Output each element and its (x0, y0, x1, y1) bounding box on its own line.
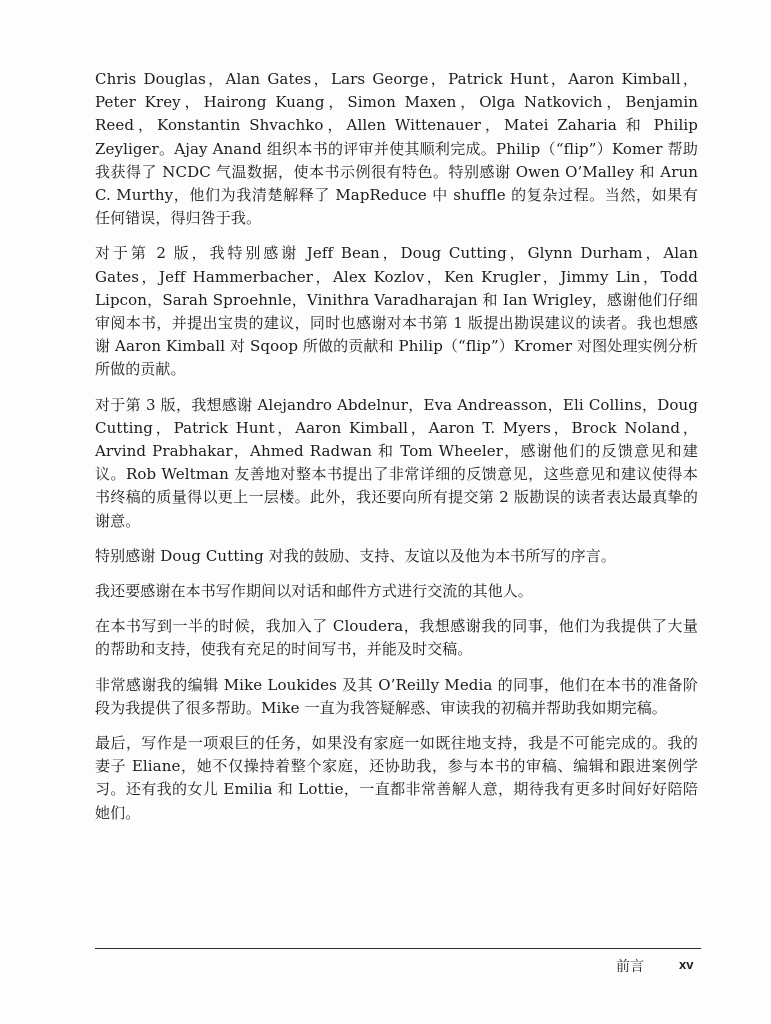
paragraph-acknowledgments-second-edition: 对于第 2 版，我特别感谢 Jeff Bean，Doug Cutting，Glynn Durham，Alan Gates，Jeff Hammerbacher，Alex Kozlov，Ken Krugler，Jimmy Lin，Todd Lipcon，Sarah Sproehnle，Vinithra Varadharajan 和 Ian Wrigley，感谢他们仔细审阅本书，并提出宝贵的建议，同时也感谢对本书第 1 版提出勘误建议的读者。我也想感谢 Aaron Kimball 对 Sqoop 所做的贡献和 Philip（“flip”）Kromer 对图处理实例分析所做的贡献。 (95, 244, 698, 379)
paragraph-thanks-family: 最后，写作是一项艰巨的任务，如果没有家庭一如既往地支持，我是不可能完成的。我的妻子 Eliane，她不仅操持着整个家庭，还协助我，参与本书的审稿、编辑和跟进案例学习。还有我的女儿 Emilia 和 Lottie，一直都非常善解人意，期待我有更多时间好好陪陪她们。 (95, 734, 698, 822)
paragraph-acknowledgments-first-edition: Chris Douglas，Alan Gates，Lars George，Patrick Hunt，Aaron Kimball，Peter Krey，Hairong Kuang，Simon Maxen，Olga Natkovich，Benjamin Reed，Konstantin Shvachko，Allen Wittenauer，Matei Zaharia 和 Philip Zeyliger。Ajay Anand 组织本书的评审并使其顺利完成。Philip（“flip”）Komer 帮助我获得了 NCDC 气温数据，使本书示例很有特色。特别感谢 Owen O’Malley 和 Arun C. Murthy，他们为我清楚解释了 MapReduce 中 shuffle 的复杂过程。当然，如果有任何错误，得归咎于我。 (95, 70, 698, 228)
footer-section-title: 前言 (616, 959, 644, 975)
footer-page-number: xv (679, 957, 694, 972)
paragraph-thanks-cloudera: 在本书写到一半的时候，我加入了 Cloudera，我想感谢我的同事，他们为我提供了大量的帮助和支持，使我有充足的时间写书，并能及时交稿。 (95, 617, 698, 659)
paragraph-thanks-doug-cutting: 特别感谢 Doug Cutting 对我的鼓励、支持、友谊以及他为本书所写的序言。 (95, 546, 616, 565)
footer-divider (95, 948, 701, 949)
page-body (95, 68, 698, 837)
paragraph-acknowledgments-third-edition: 对于第 3 版，我想感谢 Alejandro Abdelnur，Eva Andreasson，Eli Collins，Doug Cutting，Patrick Hunt，Aaron Kimball，Aaron T. Myers，Brock Noland，Arvind Prabhakar，Ahmed Radwan 和 Tom Wheeler，感谢他们的反馈意见和建议。Rob Weltman 友善地对整本书提出了非常详细的反馈意见，这些意见和建议使得本书终稿的质量得以更上一层楼。此外，我还要向所有提交第 2 版勘误的读者表达最真挚的谢意。 (95, 395, 698, 530)
paragraph-thanks-others: 我还要感谢在本书写作期间以对话和邮件方式进行交流的其他人。 (95, 582, 533, 601)
paragraph-thanks-editor: 非常感谢我的编辑 Mike Loukides 及其 O’Reilly Media 的同事，他们在本书的准备阶段为我提供了很多帮助。Mike 一直为我答疑解惑、审读我的初稿并帮助我如期完稿。 (95, 675, 698, 717)
